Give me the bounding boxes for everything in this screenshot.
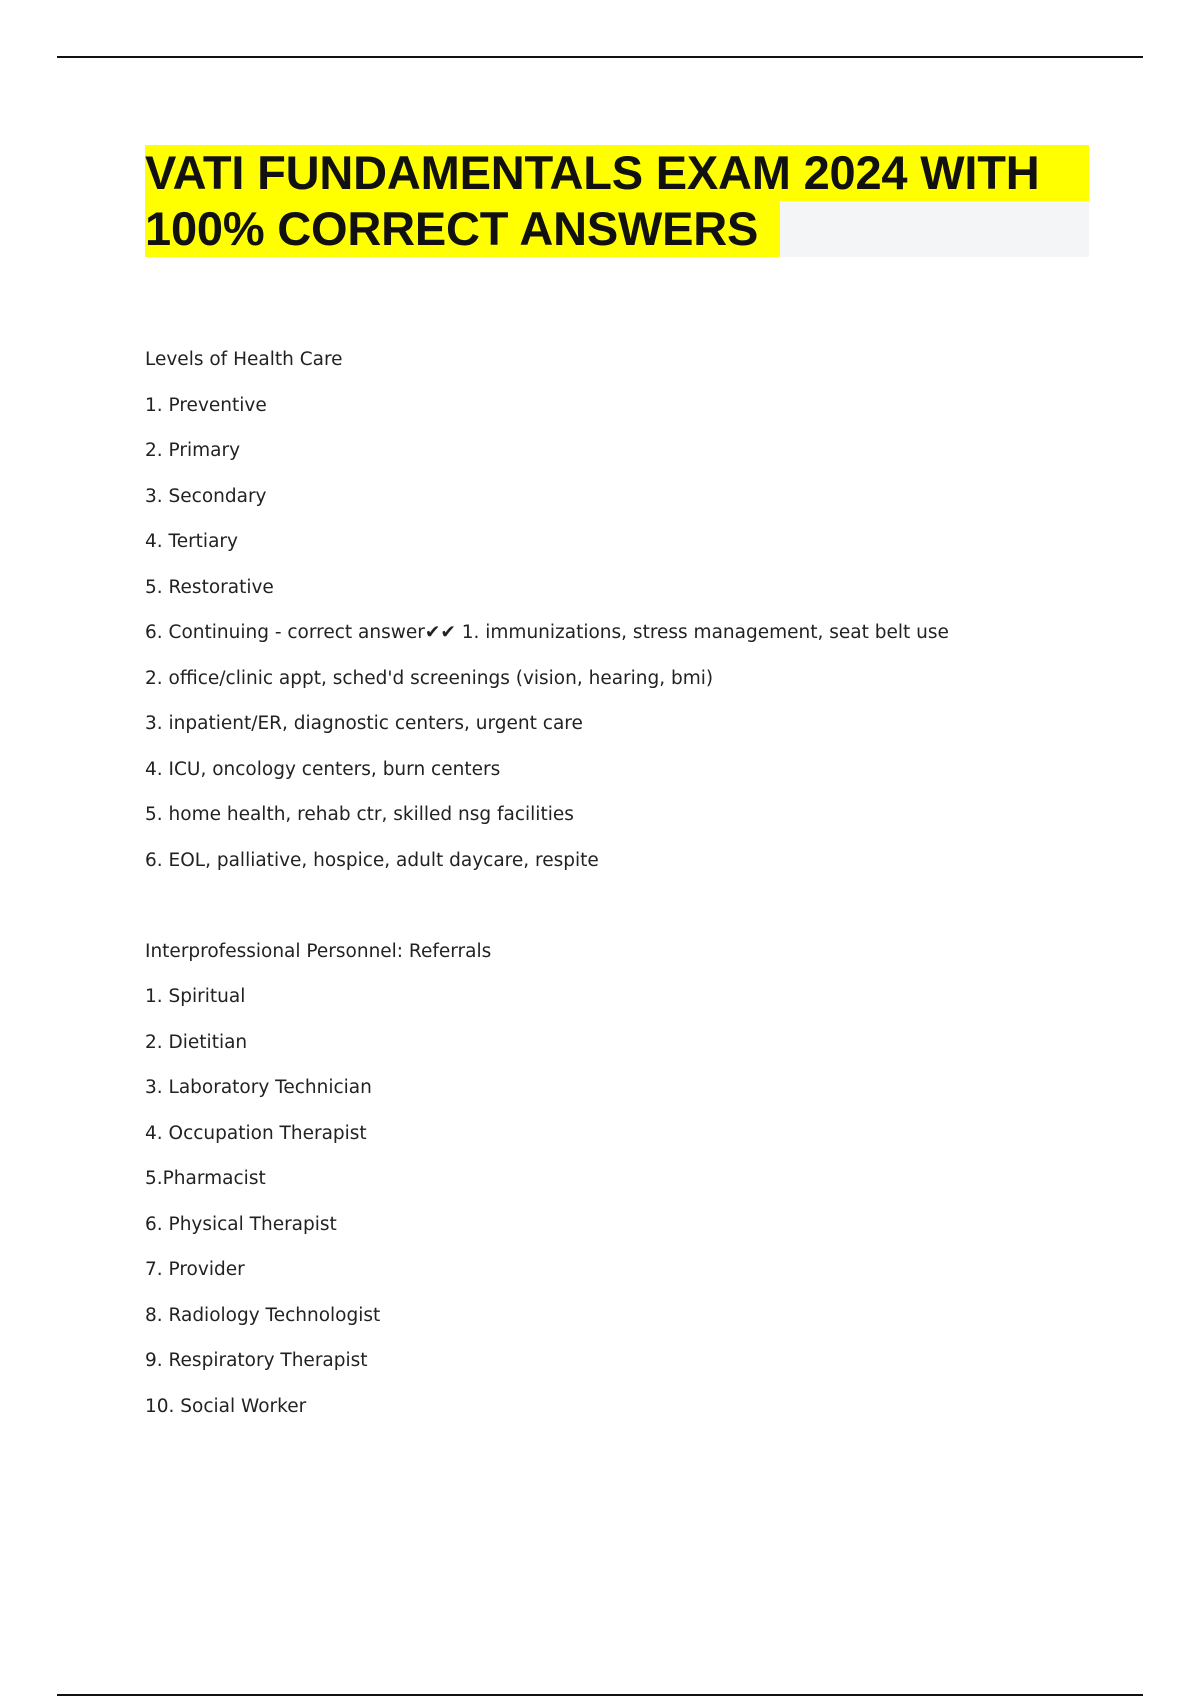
list-item: 2. Dietitian [145,1032,248,1053]
list-item: 1. Preventive [145,395,267,416]
list-item: 1. Spiritual [145,986,246,1007]
list-item: 7. Provider [145,1259,245,1280]
section-heading-levels-of-health-care: Levels of Health Care [145,349,343,370]
page-bottom-rule [57,1694,1143,1696]
list-item: 10. Social Worker [145,1396,307,1417]
document-title [145,145,1089,257]
list-item: 9. Respiratory Therapist [145,1350,368,1371]
list-item: 3. Laboratory Technician [145,1077,372,1098]
list-item: 4. Tertiary [145,531,238,552]
list-item-answer: 6. Continuing - correct answer✔✔ 1. immunizations, stress management, seat belt use [145,622,949,643]
list-item: 4. Occupation Therapist [145,1123,367,1144]
list-item: 2. Primary [145,440,241,461]
title-line-2: 100% CORRECT ANSWERS [145,201,780,257]
page-top-rule [57,56,1143,58]
list-item: 5. home health, rehab ctr, skilled nsg facilities [145,804,574,825]
list-item: 3. inpatient/ER, diagnostic centers, urgent care [145,713,583,734]
list-item: 5. Restorative [145,577,274,598]
list-item: 3. Secondary [145,486,267,507]
list-item: 2. office/clinic appt, sched'd screenings (vision, hearing, bmi) [145,668,714,689]
list-item: 6. Physical Therapist [145,1214,337,1235]
list-item: 4. ICU, oncology centers, burn centers [145,759,501,780]
title-line-1: VATI FUNDAMENTALS EXAM 2024 WITH [145,145,1089,201]
section-heading-interprofessional-personnel: Interprofessional Personnel: Referrals [145,941,492,962]
list-item: 8. Radiology Technologist [145,1305,381,1326]
list-item: 5.Pharmacist [145,1168,266,1189]
list-item: 6. EOL, palliative, hospice, adult daycare, respite [145,850,599,871]
